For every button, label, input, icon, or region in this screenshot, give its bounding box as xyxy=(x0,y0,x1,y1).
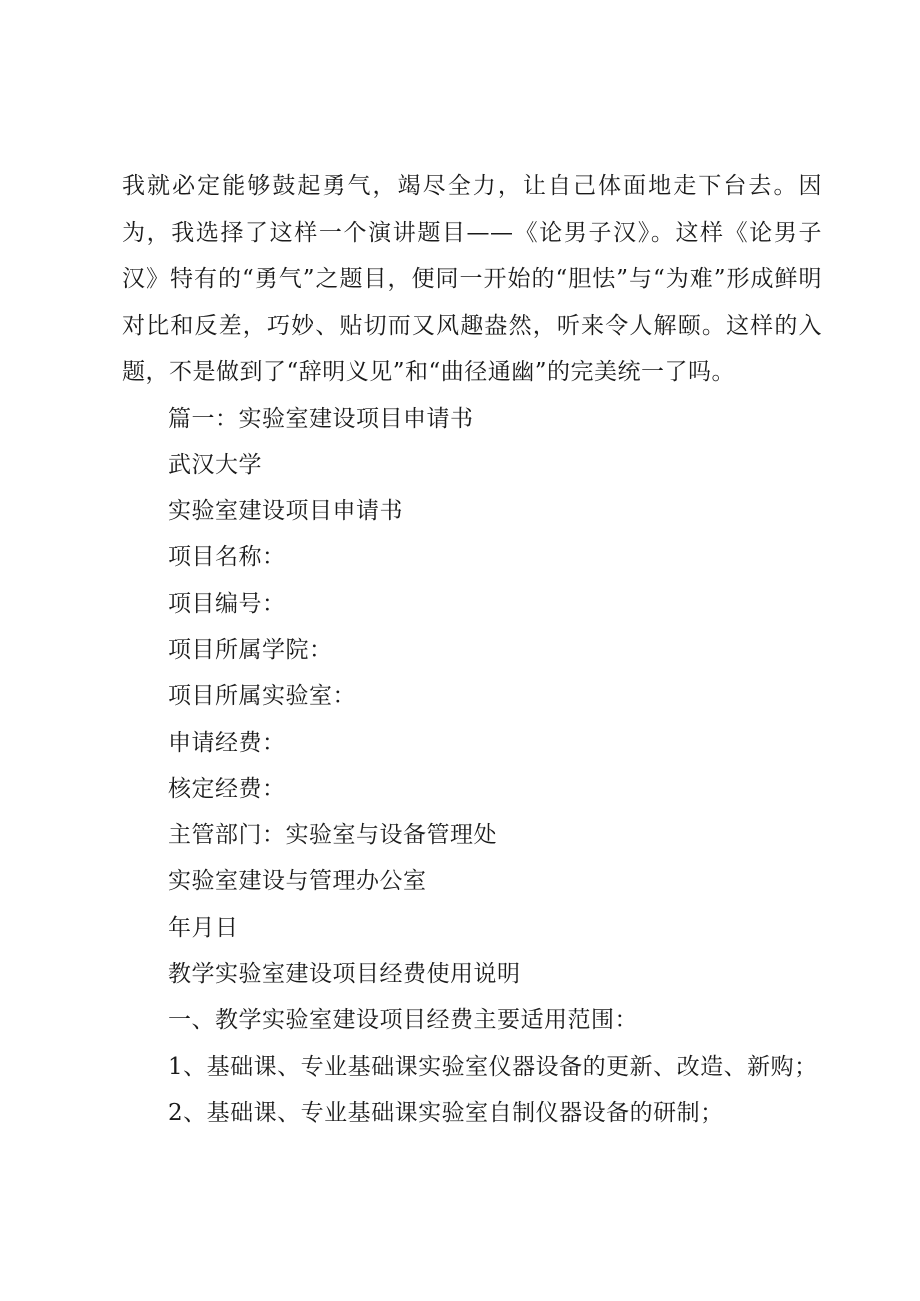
form-field-requested-funds: 申请经费： xyxy=(168,729,286,756)
scope-item: 1、基础课、专业基础课实验室仪器设备的更新、改造、新购； xyxy=(168,1053,818,1080)
funding-instructions-title: 教学实验室建设项目经费使用说明 xyxy=(168,961,521,988)
form-field-department: 主管部门：实验室与设备管理处 xyxy=(168,822,497,849)
form-field-project-name: 项目名称： xyxy=(168,544,286,571)
university-name: 武汉大学 xyxy=(168,451,262,478)
form-field-project-number: 项目编号： xyxy=(168,590,286,617)
scope-heading: 一、教学实验室建设项目经费主要适用范围： xyxy=(168,1007,638,1034)
form-field-laboratory: 项目所属实验室： xyxy=(168,683,356,710)
form-field-college: 项目所属学院： xyxy=(168,636,333,663)
scope-item: 2、基础课、专业基础课实验室自制仪器设备的研制； xyxy=(168,1099,724,1126)
intro-paragraph: 我就必定能够鼓起勇气，竭尽全力，让自己体面地走下台去。因为，我选择了这样一个演讲题目——《论男子汉》。这样《论男子汉》特有的“勇气”之题目，便同一开始的“胆怯”与“为难”形成鲜明对比和反差，巧妙、贴切而又风趣盎然，听来令人解颐。这样的入题，不是做到了“辞明义见”和“曲径通幽”的完美统一了吗。 xyxy=(122,173,822,385)
section-heading: 篇一：实验室建设项目申请书 xyxy=(168,405,474,432)
document-body xyxy=(122,163,822,1136)
date-line: 年月日 xyxy=(168,914,239,941)
office-name: 实验室建设与管理办公室 xyxy=(168,868,427,895)
form-title: 实验室建设项目申请书 xyxy=(168,498,403,525)
form-field-approved-funds: 核定经费： xyxy=(168,775,286,802)
